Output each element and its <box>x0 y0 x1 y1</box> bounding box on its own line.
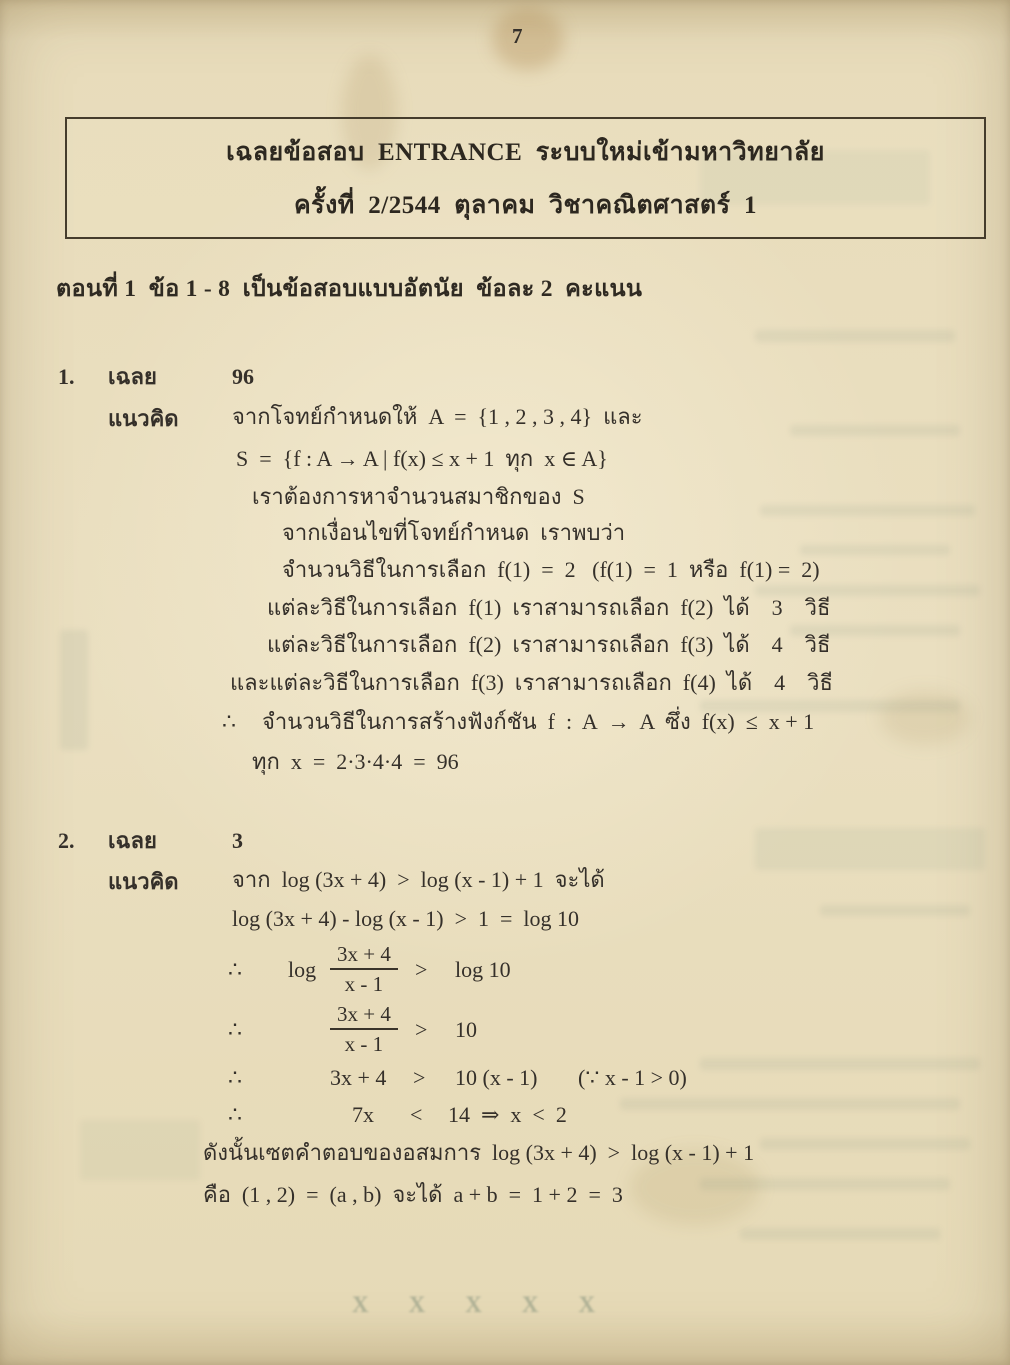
solution-line: จากโจทย์กำหนดให้ A = {1 , 2 , 3 , 4} และ <box>232 404 643 429</box>
fraction-numerator: 3x + 4 <box>330 1001 398 1030</box>
therefore-symbol: ∴ <box>228 1065 242 1090</box>
paper-stain <box>880 690 970 745</box>
solution-line: แต่ละวิธีในการเลือก f(1) เราสามารถเลือก f(2) ได้ 3 วิธี <box>267 595 831 620</box>
bleedthrough-artifact <box>700 1178 950 1190</box>
operator: > <box>413 1065 426 1090</box>
paper-stain <box>492 8 564 70</box>
bleedthrough-artifact <box>740 1228 940 1240</box>
page-number: 7 <box>512 24 523 48</box>
bleedthrough-artifact <box>80 1120 200 1180</box>
item-1-method-label: แนวคิด <box>108 406 179 431</box>
therefore-symbol: ∴ <box>228 957 242 982</box>
bleedthrough-artifact <box>60 630 88 750</box>
bleedthrough-artifact <box>820 905 970 916</box>
bleedthrough-artifact <box>760 505 975 516</box>
bleedthrough-artifact <box>755 828 985 870</box>
solution-line: S = {f : A → A | f(x) ≤ x + 1 ทุก x ∈ A} <box>236 446 608 471</box>
solution-line: คือ (1 , 2) = (a , b) จะได้ a + b = 1 + 2 = 3 <box>203 1182 623 1207</box>
x-mark: X <box>521 1292 539 1317</box>
side-note: (∵ x - 1 > 0) <box>578 1065 687 1090</box>
solution-line: ดังนั้นเซตคำตอบของอสมการ log (3x + 4) > log (x - 1) + 1 <box>203 1140 755 1165</box>
item-2-answer-label: เฉลย <box>108 828 157 853</box>
section-header: ตอนที่ 1 ข้อ 1 - 8 เป็นข้อสอบแบบอัตนัย ข้อละ 2 คะแนน <box>56 276 643 302</box>
therefore-symbol: ∴ <box>222 709 236 734</box>
lhs: 3x + 4 <box>330 1065 387 1090</box>
fraction-denominator: x - 1 <box>344 1032 384 1056</box>
rhs: 10 (x - 1) <box>455 1065 538 1090</box>
operator: < <box>410 1102 423 1127</box>
bleedthrough-artifact <box>800 545 950 555</box>
footer-x-marks <box>352 1292 595 1318</box>
item-2-answer-value: 3 <box>232 828 243 853</box>
solution-line: และแต่ละวิธีในการเลือก f(3) เราสามารถเลือก f(4) ได้ 4 วิธี <box>230 670 833 695</box>
title-box <box>65 117 986 239</box>
lhs: 7x <box>352 1102 374 1127</box>
bleedthrough-artifact <box>755 330 955 342</box>
rhs: 14 ⇒ x < 2 <box>448 1102 567 1127</box>
x-mark: X <box>352 1292 369 1317</box>
solution-line: จาก log (3x + 4) > log (x - 1) + 1 จะได้ <box>232 867 605 892</box>
fraction-numerator: 3x + 4 <box>330 941 398 970</box>
title-line-1: เฉลยข้อสอบ ENTRANCE ระบบใหม่เข้ามหาวิทยาลัย <box>226 138 825 166</box>
bleedthrough-artifact <box>620 1098 960 1110</box>
solution-line: จำนวนวิธีในการเลือก f(1) = 2 (f(1) = 1 หรือ f(1) = 2) <box>282 557 820 582</box>
fraction-denominator: x - 1 <box>344 972 384 996</box>
fraction <box>330 941 398 997</box>
bleedthrough-artifact <box>700 1058 980 1070</box>
rhs: 10 <box>455 1017 477 1042</box>
rhs: log 10 <box>455 957 511 982</box>
solution-line: log (3x + 4) - log (x - 1) > 1 = log 10 <box>232 906 580 931</box>
operator: > <box>415 957 428 982</box>
bleedthrough-artifact <box>790 425 960 436</box>
x-mark: X <box>408 1292 426 1317</box>
solution-line: จำนวนวิธีในการสร้างฟังก์ชัน f : A → A ซึ่ง f(x) ≤ x + 1 <box>262 709 815 734</box>
item-2-method-label: แนวคิด <box>108 869 179 894</box>
solution-line: เราต้องการหาจำนวนสมาชิกของ S <box>252 484 585 509</box>
operator: > <box>415 1017 428 1042</box>
solution-line: ทุก x = 2·3·4·4 = 96 <box>252 749 459 774</box>
title-line-2: ครั้งที่ 2/2544 ตุลาคม วิชาคณิตศาสตร์ 1 <box>293 191 758 219</box>
fraction <box>330 1001 398 1057</box>
item-2-number: 2. <box>58 828 75 853</box>
bleedthrough-artifact <box>760 1138 970 1150</box>
x-mark: X <box>578 1292 596 1317</box>
item-1-answer-value: 96 <box>232 364 254 389</box>
log-prefix: log <box>288 957 317 982</box>
item-1-number: 1. <box>58 364 75 389</box>
x-mark: X <box>465 1292 482 1317</box>
solution-line: จากเงื่อนไขที่โจทย์กำหนด เราพบว่า <box>282 520 626 545</box>
therefore-symbol: ∴ <box>228 1102 242 1127</box>
therefore-symbol: ∴ <box>228 1017 242 1042</box>
solution-line: แต่ละวิธีในการเลือก f(2) เราสามารถเลือก f(3) ได้ 4 วิธี <box>267 632 831 657</box>
item-1-answer-label: เฉลย <box>108 364 157 389</box>
